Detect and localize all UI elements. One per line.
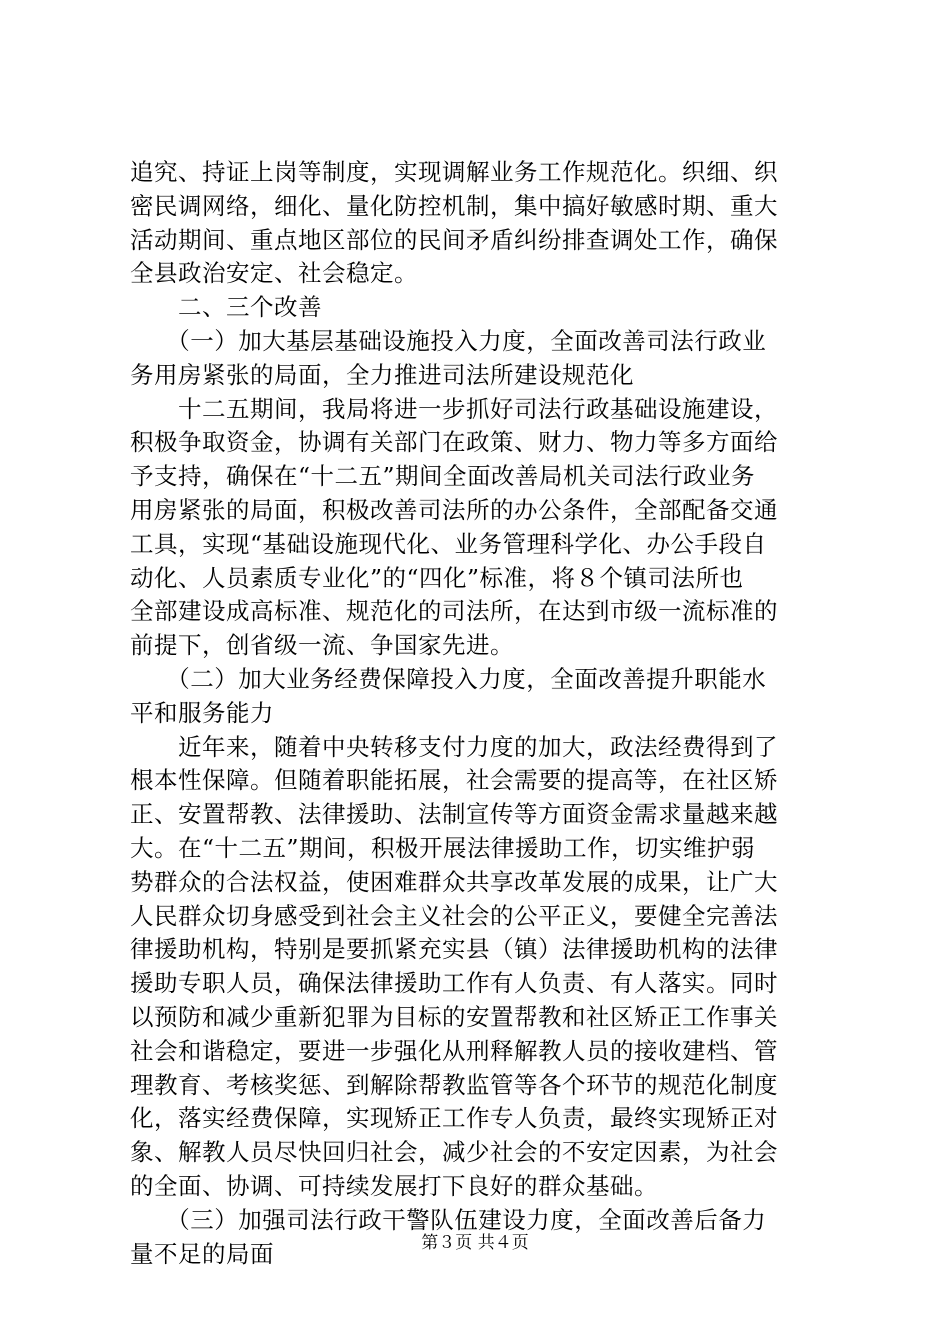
text-line: 平和服务能力 — [130, 698, 274, 727]
text-line: 前提下，创省级一流、争国家先进。 — [130, 631, 514, 660]
text-line: （一）加大基层基础设施投入力度，全面改善司法行政业 — [130, 326, 767, 355]
text-line: 务用房紧张的局面，全力推进司法所建设规范化 — [130, 360, 634, 389]
text-line: 正、安置帮教、法律援助、法制宣传等方面资金需求量越来越 — [130, 800, 778, 829]
text-line: 积极争取资金，协调有关部门在政策、财力、物力等多方面给 — [130, 428, 778, 457]
text-line: 动化、人员素质专业化”的“四化”标准，将８个镇司法所也 — [130, 563, 744, 592]
text-line: 律援助机构，特别是要抓紧充实县（镇）法律援助机构的法律 — [130, 935, 778, 964]
text-line: 的全面、协调、可持续发展打下良好的群众基础。 — [130, 1171, 658, 1200]
text-line: （三）加强司法行政干警队伍建设力度，全面改善后备力 — [130, 1205, 767, 1234]
text-line: 十二五期间，我局将进一步抓好司法行政基础设施建设， — [130, 394, 778, 423]
text-line: 活动期间、重点地区部位的民间矛盾纠纷排查调处工作，确保 — [130, 225, 778, 254]
text-line: 追究、持证上岗等制度，实现调解业务工作规范化。织细、织 — [130, 158, 778, 186]
text-line: 理教育、考核奖惩、到解除帮教监管等各个环节的规范化制度 — [130, 1070, 778, 1099]
text-line: 全县政治安定、社会稳定。 — [130, 259, 418, 288]
text-line: 量不足的局面 — [130, 1239, 274, 1268]
text-line: 象、解教人员尽快回归社会，减少社会的不安定因素，为社会 — [130, 1138, 778, 1167]
text-line: 工具，实现“基础设施现代化、业务管理科学化、办公手段自 — [130, 529, 767, 558]
text-line: 大。在“十二五”期间，积极开展法律援助工作，切实维护弱 — [130, 833, 756, 862]
body-text — [130, 156, 830, 1271]
text-line: 用房紧张的局面，积极改善司法所的办公条件，全部配备交通 — [130, 495, 778, 524]
text-line: 人民群众切身感受到社会主义社会的公平正义，要健全完善法 — [130, 901, 778, 930]
text-line: 化，落实经费保障，实现矫正工作专人负责，最终实现矫正对 — [130, 1104, 778, 1133]
text-line: 根本性保障。但随着职能拓展，社会需要的提高等，在社区矫 — [130, 766, 778, 795]
text-line: 势群众的合法权益，使困难群众共享改革发展的成果，让广大 — [130, 867, 778, 896]
text-line: 近年来，随着中央转移支付力度的加大，政法经费得到了 — [130, 732, 778, 761]
text-line: （二）加大业务经费保障投入力度，全面改善提升职能水 — [130, 664, 767, 693]
text-line: 援助专职人员，确保法律援助工作有人负责、有人落实。同时 — [130, 969, 778, 998]
text-line: 密民调网络，细化、量化防控机制，集中搞好敏感时期、重大 — [130, 191, 778, 220]
text-line: 二、三个改善 — [130, 293, 322, 322]
text-line: 全部建设成高标准、规范化的司法所，在达到市级一流标准的 — [130, 597, 778, 626]
text-line: 以预防和减少重新犯罪为目标的安置帮教和社区矫正工作事关 — [130, 1002, 778, 1031]
page-footer: 第３页 共４页 — [421, 1233, 529, 1253]
text-line: 予支持，确保在“十二五”期间全面改善局机关司法行政业务 — [130, 462, 756, 491]
text-line: 社会和谐稳定，要进一步强化从刑释解教人员的接收建档、管 — [130, 1036, 778, 1065]
